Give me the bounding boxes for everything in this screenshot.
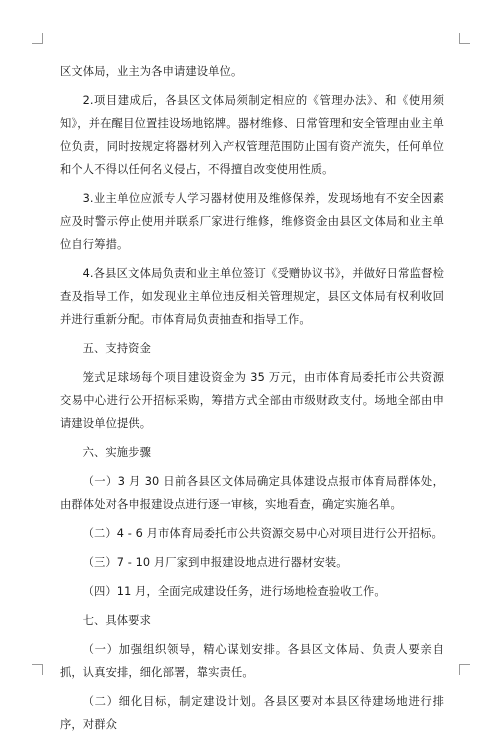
paragraph-9: （三）7 - 10 月厂家到申报建设地点进行器材安装。	[82, 556, 348, 569]
paragraph-13: （二）细化目标，制定建设计划。各县区要对本县区待建场地进行排序，对群众	[60, 695, 444, 731]
paragraph-2: 3.业主单位应派专人学习器材使用及维修保养，发现场地有不安全因素应及时警示停止使用并联系厂家进行维修，维修资金由县区文体局和业主单位自行筹措。	[60, 192, 444, 251]
crop-mark-bottom-left	[32, 664, 43, 675]
section-heading-funding: 五、支持资金	[82, 342, 151, 355]
paragraph-3: 4.各县区文体局负责和业主单位签订《受赠协议书》，并做好日常监督检查及指导工作，如发现业主单位违反相关管理规定，县区文体局有权利收回并进行重新分配。市体育局负责抽查和指导工作。	[60, 267, 444, 326]
crop-mark-bottom-right	[459, 664, 470, 675]
section-heading-steps: 六、实施步骤	[82, 446, 151, 459]
paragraph-12: （一）加强组织领导，精心谋划安排。各县区文体局、负责人要亲自抓，认真安排，细化部署，靠实责任。	[60, 643, 444, 679]
document-body	[60, 60, 444, 742]
paragraph-10: （四）11 月，全面完成建设任务，进行场地检查验收工作。	[82, 585, 386, 598]
paragraph-1: 2.项目建成后，各县区文体局须制定相应的《管理办法》、和《使用须知》，并在醒目位置挂设场地铭牌。器材维修、日常管理和安全管理由业主单位负责，同时按规定将器材列入产权管理范围防止国有资产流失，任何单位和个人不得以任何名义侵占，不得擅自改变使用性质。	[60, 94, 444, 176]
crop-mark-top-right	[459, 33, 470, 44]
paragraph-5: 笼式足球场每个项目建设资金为 35 万元，由市体育局委托市公共资源交易中心进行公开招标采购，筹措方式全部由市级财政支付。场地全部由申请建设单位提供。	[60, 371, 444, 430]
paragraph-8: （二）4 - 6 月市体育局委托市公共资源交易中心对项目进行公开招标。	[82, 527, 443, 540]
paragraph-7: （一）3 月 30 日前各县区文体局确定具体建设点报市体育局群体处，由群体处对各申报建设点进行逐一审核，实地看查，确定实施名单。	[60, 475, 444, 511]
section-heading-requirements: 七、具体要求	[82, 614, 151, 627]
crop-mark-top-left	[32, 33, 43, 44]
paragraph-0: 区文体局，业主为各申请建设单位。	[60, 65, 243, 78]
